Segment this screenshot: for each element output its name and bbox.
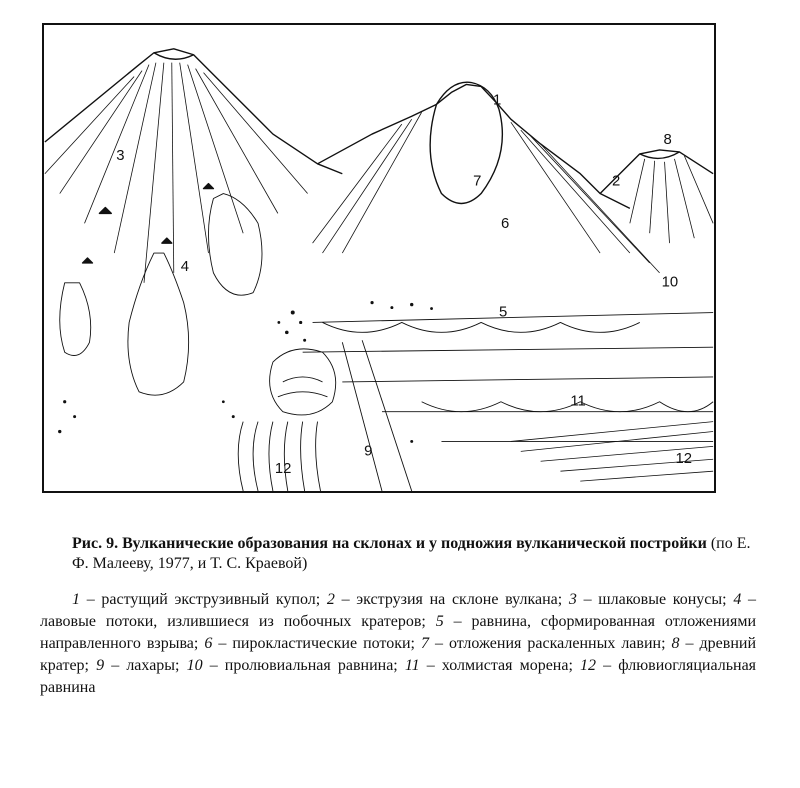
legend-num: 10 xyxy=(186,657,203,674)
legend-text: – холмистая морена; xyxy=(419,657,581,674)
plain-bands xyxy=(303,313,713,442)
label-4: 4 xyxy=(180,258,189,275)
legend-num: 12 xyxy=(580,657,597,674)
legend-num: 3 xyxy=(568,591,577,608)
label-8: 8 xyxy=(663,131,672,148)
label-3: 3 xyxy=(116,147,125,164)
label-1: 1 xyxy=(493,92,502,109)
caption-title: Рис. 9. Вулканические образования на склонах и у подножия вулканической постройки xyxy=(72,535,707,552)
volcano-illustration xyxy=(42,23,716,493)
figure-legend xyxy=(40,589,756,699)
label-12-right: 12 xyxy=(675,451,692,468)
label-2: 2 xyxy=(611,173,621,190)
label-12-left: 12 xyxy=(274,461,292,478)
figure-caption xyxy=(72,534,762,574)
legend-text: – флювиогляциальная равнина xyxy=(40,657,757,696)
legend-num: 1 xyxy=(72,591,80,608)
slag-cones xyxy=(83,184,214,263)
label-11: 11 xyxy=(570,393,586,410)
legend-text: – древний кратер; xyxy=(40,635,757,674)
legend-text: – отложения раскаленных лавин; xyxy=(429,635,672,652)
label-7: 7 xyxy=(473,173,482,190)
legend-text: – равнина, сформированная отложениями направленного взрыва; xyxy=(40,613,757,652)
left-volcano-hatching xyxy=(45,63,308,283)
legend-num: 4 xyxy=(733,591,742,608)
legend-num: 6 xyxy=(204,635,213,652)
boulders xyxy=(58,301,433,443)
label-6: 6 xyxy=(500,216,510,233)
legend-num: 8 xyxy=(671,635,680,652)
label-9: 9 xyxy=(364,443,373,460)
caption-source: (по Е. Ф. Малееву, 1977, и Т. С. Краевой) xyxy=(72,535,751,572)
legend-text: – лавовые потоки, излившиеся из побочных кратеров; xyxy=(40,591,757,630)
legend-num: 2 xyxy=(326,591,335,608)
legend-text: – пролювиальная равнина; xyxy=(202,657,405,674)
legend-text: – лахары; xyxy=(104,657,187,674)
legend-num: 11 xyxy=(404,657,420,674)
legend-num: 5 xyxy=(435,613,444,630)
legend-text: – экструзия на склоне вулкана; xyxy=(334,591,569,608)
legend-text: – растущий экструзивный купол; xyxy=(80,591,327,608)
lava-flows xyxy=(60,194,262,396)
legend-text: – шлаковые конусы; xyxy=(576,591,734,608)
legend-num: 7 xyxy=(421,635,429,652)
central-volcano-hatching xyxy=(313,112,660,273)
left-volcano-crater xyxy=(154,53,194,59)
label-10: 10 xyxy=(661,274,679,291)
label-5: 5 xyxy=(498,304,508,321)
legend-num: 9 xyxy=(96,657,105,674)
lahar-and-moraine xyxy=(238,340,412,491)
legend-text: – пирокластические потоки; xyxy=(212,635,421,652)
